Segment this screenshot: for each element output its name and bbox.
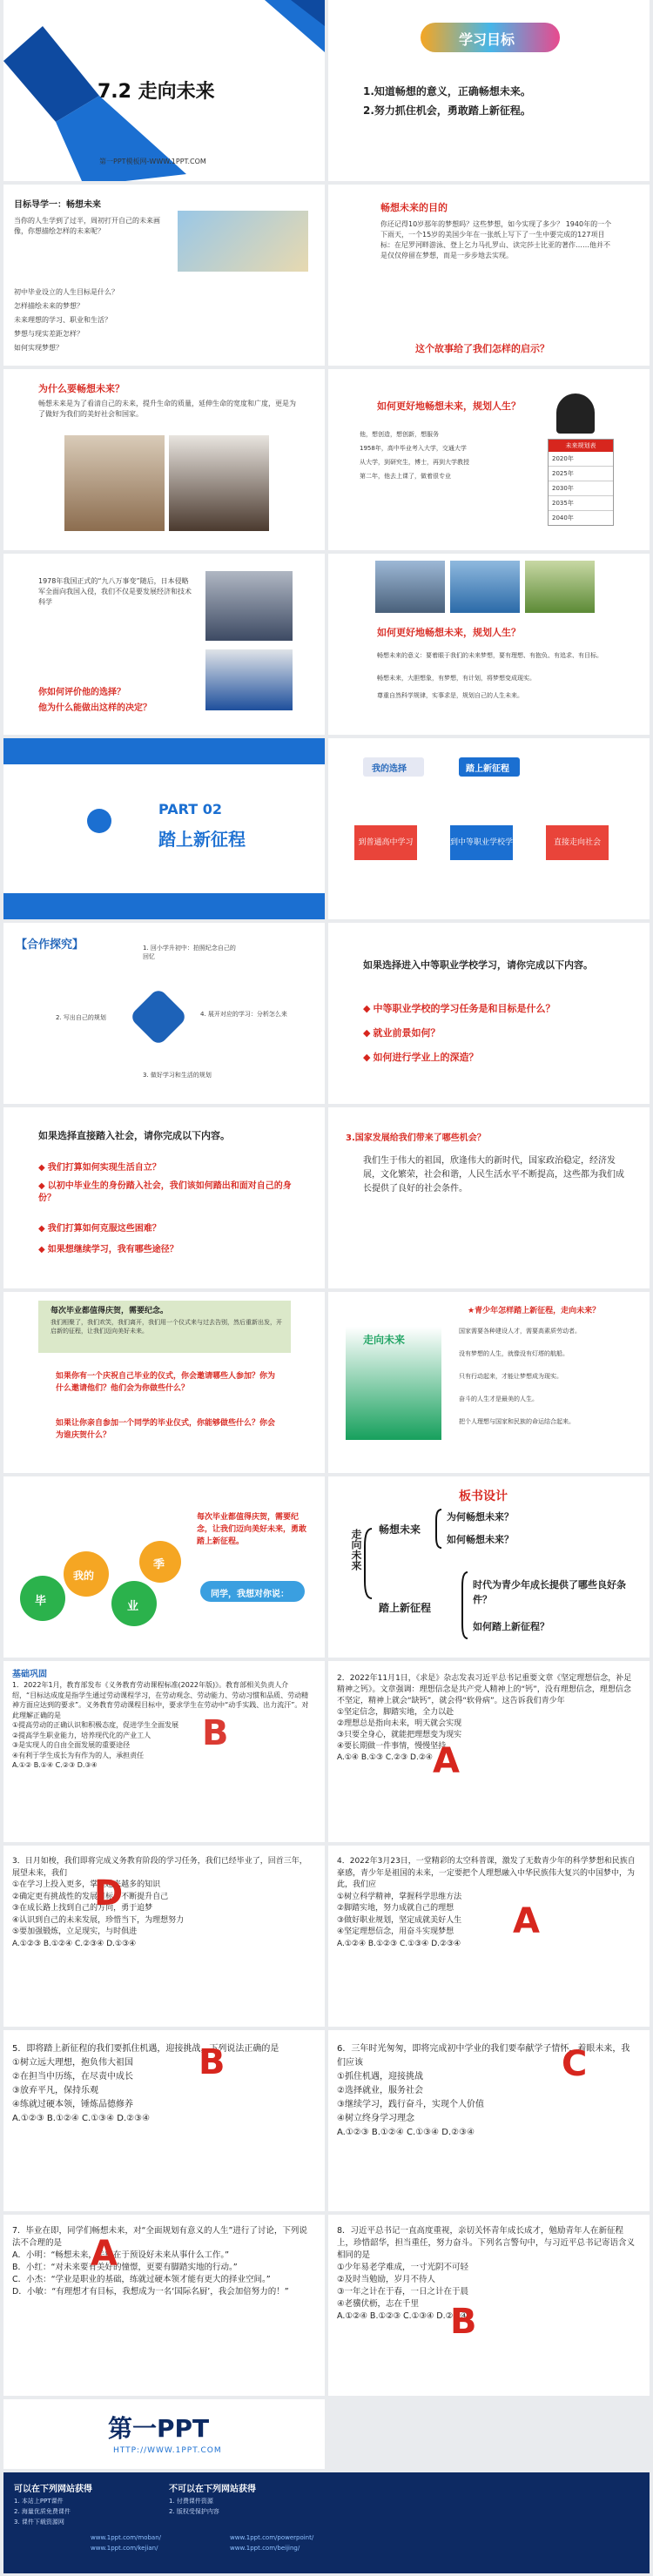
footer-left-line: 2. 海量优质免费课件 (14, 2508, 71, 2515)
guide-item-2: 怎样描绘未来的梦想？ (14, 302, 84, 310)
why-text: 畅想未来是为了看清自己的未来，提升生命的质量，延伸生命的宽度和广度，更是为了做好为我们的美好社会和国家。 (38, 400, 296, 418)
part2-label: PART 02 (158, 801, 222, 817)
plan2-title: 如何更好地畅想未来，规划人生？ (377, 627, 521, 638)
slide-gears[interactable] (3, 1476, 325, 1658)
exercise-2-answer: A (433, 1741, 460, 1781)
exercise-4-text: 4．2022年3月23日，一堂精彩的太空科普课，激发了无数青少年的科学梦想和民族自豪感，青少年是祖国的未来，一定要把个人理想融入中华民族伟大复兴的中国梦中，为此，我们应 ①树立科学精神，掌握科学思维方法 ②脚踏实地，努力成就自己的理想 ③做好职业规划，坚定成就美好人生 ④坚定理想信念，用奋斗实现梦想 A.①②④ B.①②③ C.①③④ D.②③④ (337, 1857, 636, 1948)
plan-table-row: 2020年 (549, 452, 613, 467)
footer-left-line: 3. 课件下载资源网 (14, 2519, 64, 2526)
exercise-5-text: 5．即将踏上新征程的我们要抓住机遇，迎接挑战，下列说法正确的是 ①树立远大理想，抱负伟大祖国 ②在担当中历练，在尽责中成长 ③放弃平凡，保持乐观 ④练就过硬本领，锤炼品德修养 A.①②③ B.①②④ C.①③④ D.②③④ (12, 2044, 279, 2123)
plan-item-2: 1958年，高中毕业考入大学，交通大学 (360, 445, 467, 452)
plan-table-row: 2030年 (549, 481, 613, 496)
slide-explore[interactable] (3, 923, 325, 1104)
footer-left-title: 可以在下列网站获得 (14, 2485, 92, 2494)
guide-item-3: 未来理想的学习、职业和生活？ (14, 316, 111, 324)
footer-right-line: 1. 付费课件资源 (169, 2498, 213, 2505)
diamond-icon: ◆ (38, 1181, 45, 1191)
slide-exercise-1[interactable] (3, 1661, 325, 1842)
ceremony-text: 我们相聚了，我们欢笑，我们离开，我们用一个仪式来与过去告别，然后重新出发，开启新的征程，让我们迈向美好未来。 (50, 1319, 282, 1335)
society-q1-text: 我们打算如何实现生活自立？ (47, 1163, 161, 1173)
plan2-photo-1 (375, 561, 445, 613)
purpose-question: 这个故事给了我们怎样的启示？ (415, 343, 549, 354)
slide-choice[interactable] (328, 738, 650, 919)
plan-item-1: 他，想创造，想创新，想服务 (360, 431, 439, 438)
diamond-icon: ◆ (363, 1027, 371, 1039)
footer-right-title: 不可以在下列网站获得 (169, 2485, 256, 2494)
explore-label-3: 4. 展开对应的学习：分析怎么来 (200, 1011, 287, 1018)
goals-badge-text: 学习目标 (459, 31, 515, 48)
slide-story[interactable] (3, 554, 325, 735)
board-branch-1-item-2: 如何畅想未来？ (447, 1534, 514, 1545)
future-item-5: 把个人理想与国家和民族的命运结合起来。 (459, 1418, 575, 1425)
plan2-point-2: 畅想未来，大胆想象，有梦想，有计划，将梦想变成现实。 (377, 675, 535, 682)
goal-1: 1.知道畅想的意义，正确畅想未来。 (363, 85, 531, 98)
footer-link[interactable]: www.1ppt.com/kejian/ (91, 2545, 158, 2552)
slide-exercise-3[interactable] (3, 1846, 325, 2027)
guide-item-1: 初中毕业设立的人生目标是什么？ (14, 288, 118, 296)
footer-info (3, 2472, 650, 2573)
future-item-2: 没有梦想的人生，就像没有灯塔的航船。 (459, 1350, 569, 1357)
board-branch-1-item-1: 为何畅想未来？ (447, 1511, 514, 1523)
future-item-1: 国家需要各种建设人才，需要高素质劳动者。 (459, 1328, 581, 1335)
society-q4 (38, 1241, 300, 1254)
choice-box-3: 直接走向社会 (546, 825, 609, 860)
board-branch-2-item-2: 如何踏上新征程？ (473, 1621, 549, 1632)
part2-title: 踏上新征程 (158, 829, 246, 850)
slide-guide-1[interactable] (3, 185, 325, 366)
vocational-q1-text: 中等职业学校的学习任务是和目标是什么？ (373, 1003, 555, 1014)
slide-goals[interactable] (328, 0, 650, 181)
footer-left-line: 1. 本站上PPT课件 (14, 2498, 64, 2505)
vocational-intro: 如果选择进入中等职业学校学习，请你完成以下内容。 (363, 959, 593, 971)
story-question-1: 你如何评价他的选择？ (38, 688, 125, 697)
why-photo-right (169, 435, 269, 531)
opportunity-title: 3.国家发展给我们带来了哪些机会？ (346, 1133, 486, 1143)
footer-link[interactable]: www.1ppt.com/moban/ (91, 2534, 162, 2541)
slide-exercise-8[interactable] (328, 2215, 650, 2396)
guide-image (178, 211, 308, 272)
newroad-tag-text: 踏上新征程 (466, 764, 509, 774)
slide-exercise-4[interactable] (328, 1846, 650, 2027)
society-q3-text: 我们打算如何克服这些困难？ (47, 1224, 161, 1234)
end-logo: 第一PPT (108, 2414, 210, 2443)
society-q1 (38, 1160, 300, 1173)
footer-right-line: 2. 版权受保护内容 (169, 2508, 219, 2515)
diamond-icon: ◆ (38, 1163, 45, 1173)
ceremony-q2: 如果让你亲自参加一个同学的毕业仪式，你能够做些什么？你会为谁庆贺什么？ (56, 1419, 276, 1440)
explore-label-2: 2. 写出自己的规划 (56, 1014, 106, 1021)
slide-exercise-6[interactable] (328, 2030, 650, 2211)
plan2-photo-2 (450, 561, 520, 613)
society-q3 (38, 1221, 300, 1234)
slide-society[interactable] (3, 1107, 325, 1288)
slide-exercise-7[interactable] (3, 2215, 325, 2396)
choice-tag-text: 我的选择 (372, 764, 407, 774)
board-branch-2-item-1: 时代为青少年成长提供了哪些良好条件？ (473, 1579, 626, 1605)
explore-puzzle-icon (129, 987, 188, 1046)
slide-vocational[interactable] (328, 923, 650, 1104)
slide-ceremony[interactable] (3, 1292, 325, 1473)
story-text: 1978年我国正式的“九八万事变”随后，日本侵略军全面向我国入侵，我们不仅是要发展经济和技术科学 (38, 577, 192, 606)
plan-table-row: 2040年 (552, 515, 574, 521)
footer-link[interactable]: www.1ppt.com/beijing/ (230, 2545, 300, 2552)
board-branch-1: 畅想未来 (379, 1523, 421, 1536)
diamond-icon: ◆ (38, 1245, 45, 1254)
slide-purpose[interactable] (328, 185, 650, 366)
footer-link[interactable]: www.1ppt.com/powerpoint/ (230, 2534, 314, 2541)
explore-label-4: 3. 做好学习和生活的规划 (143, 1072, 212, 1079)
exercise-8-text: 8．习近平总书记一直高度重视，亲切关怀青年成长成才，勉励青年人在新征程上，珍惜韶华，担当重任，努力奋斗。下列名言警句中，与习近平总书记寄语含义相同的是 ①少年易老学难成，一寸光阴不可轻 ②及时当勉励，岁月不待人 ③一年之计在于春，一日之计在于晨 ④老骥伏枥，志在千里 A.①②④ B.①②③ C.①③④ D.②③④ (337, 2226, 636, 2321)
society-q2 (38, 1180, 300, 1205)
ceremony-q1: 如果你有一个庆祝自己毕业的仪式，你会邀请哪些人参加？你为什么邀请他们？他们会为你做些什么？ (56, 1372, 276, 1393)
ceremony-title: 每次毕业都值得庆贺，需要纪念。 (50, 1307, 169, 1315)
exercise-3-text: 3．日月如梭，我们即将完成义务教育阶段的学习任务，我们已经毕业了，回首三年，展望未来，我们 ①在学习上投入更多，掌握越来越多的知识 ②确定更有挑战性的发展目标，不断提升自己 ③在成长路上找到自己的方向，勇于追梦 ④认识到自己的未来发展，珍惜当下，为理想努力 ⑤要加强锻炼，立足现实，与时俱进 A.①②③ B.①②④ C.②③④ D.①③④ (12, 1857, 307, 1948)
board-branch-2: 踏上新征程 (379, 1602, 432, 1614)
plan2-point-3: 尊重自然科学规律，实事求是，规划自己的人生未来。 (377, 692, 523, 699)
plan-table (548, 439, 614, 526)
slide-title-footer: 第一PPT模板网-WWW.1PPT.COM (99, 158, 206, 165)
goal-2: 2.努力抓住机会，勇敢踏上新征程。 (363, 104, 531, 117)
story-photo-2 (205, 649, 293, 710)
society-q4-text: 如果想继续学习，我有哪些途径？ (47, 1245, 178, 1254)
purpose-title: 畅想未来的目的 (380, 202, 448, 213)
why-photo-left (64, 435, 165, 531)
vocational-q2-text: 就业前景如何？ (373, 1027, 441, 1039)
guide-text: 当你的人生学到了过半，周初打开自己的未来画像，你想描绘怎样的未来呢？ (14, 217, 160, 235)
exercise-4-answer: A (513, 1901, 540, 1941)
purpose-text: 你还记得10岁那年的梦想吗？这些梦想，如今实现了多少？ 1940年的一个下雨天，一个15岁的美国少年在一张纸上写下了一生中要完成的127项目标：在尼罗河畔游泳、登上乞力马扎罗山、读完莎士比亚的著作……他并不是仅仅停留在梦想，而是一步步地去实现。 (380, 220, 612, 259)
gears-text: 每次毕业都值得庆贺，需要纪念，让我们迈向美好未来，勇敢踏上新征程。 (197, 1513, 307, 1546)
gear-4-label: 季 (153, 1558, 165, 1571)
gear-2-label: 我的 (73, 1570, 95, 1582)
future-item-3: 只有行动起来，才能让梦想成为现实。 (459, 1373, 562, 1380)
guide-item-4: 梦想与现实差距怎样？ (14, 330, 84, 338)
plan2-point-1: 畅想未来的意义：要着眼于我们的未来梦想，要有理想、有抱负、有追求、有目标。 (377, 652, 603, 659)
exercise-1-text: 1．2022年1月，教育部发布《义务教育劳动课程标准(2022年版)》。教育部相关负责人介绍，“目标达成度是指学生通过劳动课程学习，在劳动观念、劳动能力、劳动习惯和品质、劳动精神方面应达到的要求”。义务教育劳动课程目标中，要求学生在劳动中“动手实践、出力流汗”。对此理解正确的是 ①提高劳动的正确认识和积极态度，促进学生全面发展 ②提高学生职业能力，培养现代化的产业工人 ③是实现人的自由全面发展的重要途径 ④有利于学生成长为有作为的人，承担责任 A.①② B.①④ C.②③ D.③④ (12, 1681, 309, 1769)
exercise-7-text: 7．毕业在即，同学们畅想未来，对“全面规划有意义的人生”进行了讨论，下列说法不合理的是 A．小明：“畅想未来，关键在于预设好未来从事什么工作。” B．小红：“对未来要有美好的憧憬，更要有脚踏实地的行动。” C．小杰：“学业是职业的基础，练就过硬本领才能有更大的择业空间。” D．小敏：“有理想才有目标，我想成为一名‘国际名厨’，我会加倍努力的！” (12, 2226, 307, 2297)
story-photo (205, 571, 293, 641)
vocational-q3 (363, 1050, 478, 1064)
vocational-q1 (363, 1001, 555, 1015)
society-intro: 如果选择直接踏入社会，请你完成以下内容。 (38, 1130, 230, 1141)
exercise-7-answer: A (91, 2234, 118, 2274)
why-question: 为什么要畅想未来？ (38, 383, 125, 394)
plan-table-row: 2025年 (549, 467, 613, 481)
exercise-8-answer: B (450, 2302, 477, 2342)
board-title: 板书设计 (459, 1490, 508, 1503)
end-url: HTTP://WWW.1PPT.COM (113, 2446, 222, 2455)
future-title: ★青少年怎样踏上新征程，走向未来？ (468, 1307, 601, 1315)
guide-title: 目标导学一：畅想未来 (14, 200, 101, 210)
exercise-heading: 基础巩固 (12, 1670, 47, 1679)
plan-silhouette (556, 393, 595, 434)
slide-exercise-5[interactable] (3, 2030, 325, 2211)
board-root: 走向未来 (350, 1529, 362, 1570)
guide-item-5: 如何实现梦想？ (14, 344, 63, 352)
society-q2-text: 以初中毕业生的身份踏入社会，我们该如何踏出和面对自己的身份？ (38, 1181, 292, 1203)
future-sign-text: 走向未来 (363, 1334, 406, 1346)
slide-future[interactable] (328, 1292, 650, 1473)
explore-title: 【合作探究】 (16, 938, 84, 952)
choice-box-2: 到中等职业学校学习 (450, 825, 513, 860)
exercise-6-text: 6．三年时光匆匆，即将完成初中学业的我们要奉献学子情怀，着眼未来，我们应该 ①抓住机遇，迎接挑战 ②选择就业，服务社会 ③继续学习，践行奋斗，实现个人价值 ④树立终身学习理念 A.①②③ B.①②④ C.①③④ D.②③④ (337, 2044, 630, 2137)
explore-label-1: 1. 回小学升初中：拍照纪念自己的回忆 (143, 945, 236, 960)
plan2-photo-3 (525, 561, 595, 613)
plan-table-header: 未来规划表 (549, 440, 613, 452)
plan-table-row: 2035年 (549, 496, 613, 511)
slide-exercise-2[interactable] (328, 1661, 650, 1842)
plan-title: 如何更好地畅想未来，规划人生？ (377, 400, 521, 412)
slide-plan-2[interactable] (328, 554, 650, 735)
gear-3-label: 业 (127, 1600, 139, 1613)
slide-title-text: 7.2 走向未来 (98, 81, 215, 103)
vocational-q2 (363, 1026, 440, 1039)
vocational-q3-text: 如何进行学业上的深造？ (373, 1052, 479, 1063)
gear-1-label: 毕 (35, 1595, 47, 1608)
slide-title[interactable] (3, 0, 325, 181)
exercise-6-answer: C (562, 2044, 588, 2084)
slide-part2[interactable] (3, 738, 325, 919)
future-item-4: 奋斗的人生才是最美的人生。 (459, 1396, 538, 1402)
exercise-2-text: 2．2022年11月1日，《求是》杂志发表习近平总书记重要文章《坚定理想信念，补足精神之钙》。文章强调：理想信念是共产党人精神上的“钙”，没有理想信念，理想信念不坚定，精神上就会“缺钙”，就会得“软骨病”。这告诉我们青少年 ①坚定信念，脚踏实地，全力以赴 ②理想总是指向未来，明天就会实现 ③只要全身心，就能把理想变为现实 ④要长期做一件事情，慢慢坚持 A.①④ B.①③ C.②③ D.②④ (337, 1674, 632, 1762)
plan-item-4: 第二年，他去上课了，做着很专业 (360, 473, 451, 480)
slide-why[interactable] (3, 369, 325, 550)
choice-box-1: 到普通高中学习 (354, 825, 417, 860)
exercise-1-answer: B (202, 1713, 229, 1753)
slide-board[interactable] (328, 1476, 650, 1658)
story-question-2: 他为什么能做出这样的决定？ (38, 703, 151, 713)
diamond-icon: ◆ (363, 1003, 371, 1014)
slide-plan[interactable] (328, 369, 650, 550)
plan-item-3: 从大学，到研究生，博士，再到大学教授 (360, 459, 469, 466)
slide-end[interactable] (3, 2399, 325, 2469)
opportunity-text: 我们生于伟大的祖国，欣逢伟大的新时代，国家政治稳定，经济发展，文化繁荣，社会和谐，人民生活水平不断提高，这些都为我们成长提供了良好的社会条件。 (363, 1156, 624, 1194)
gears-balloon-text: 同学，我想对你说： (211, 1590, 289, 1599)
exercise-3-answer: D (94, 1873, 124, 1914)
exercise-5-answer: B (199, 2042, 226, 2082)
diamond-icon: ◆ (363, 1052, 371, 1063)
slide-opportunity[interactable] (328, 1107, 650, 1288)
diamond-icon: ◆ (38, 1224, 45, 1234)
